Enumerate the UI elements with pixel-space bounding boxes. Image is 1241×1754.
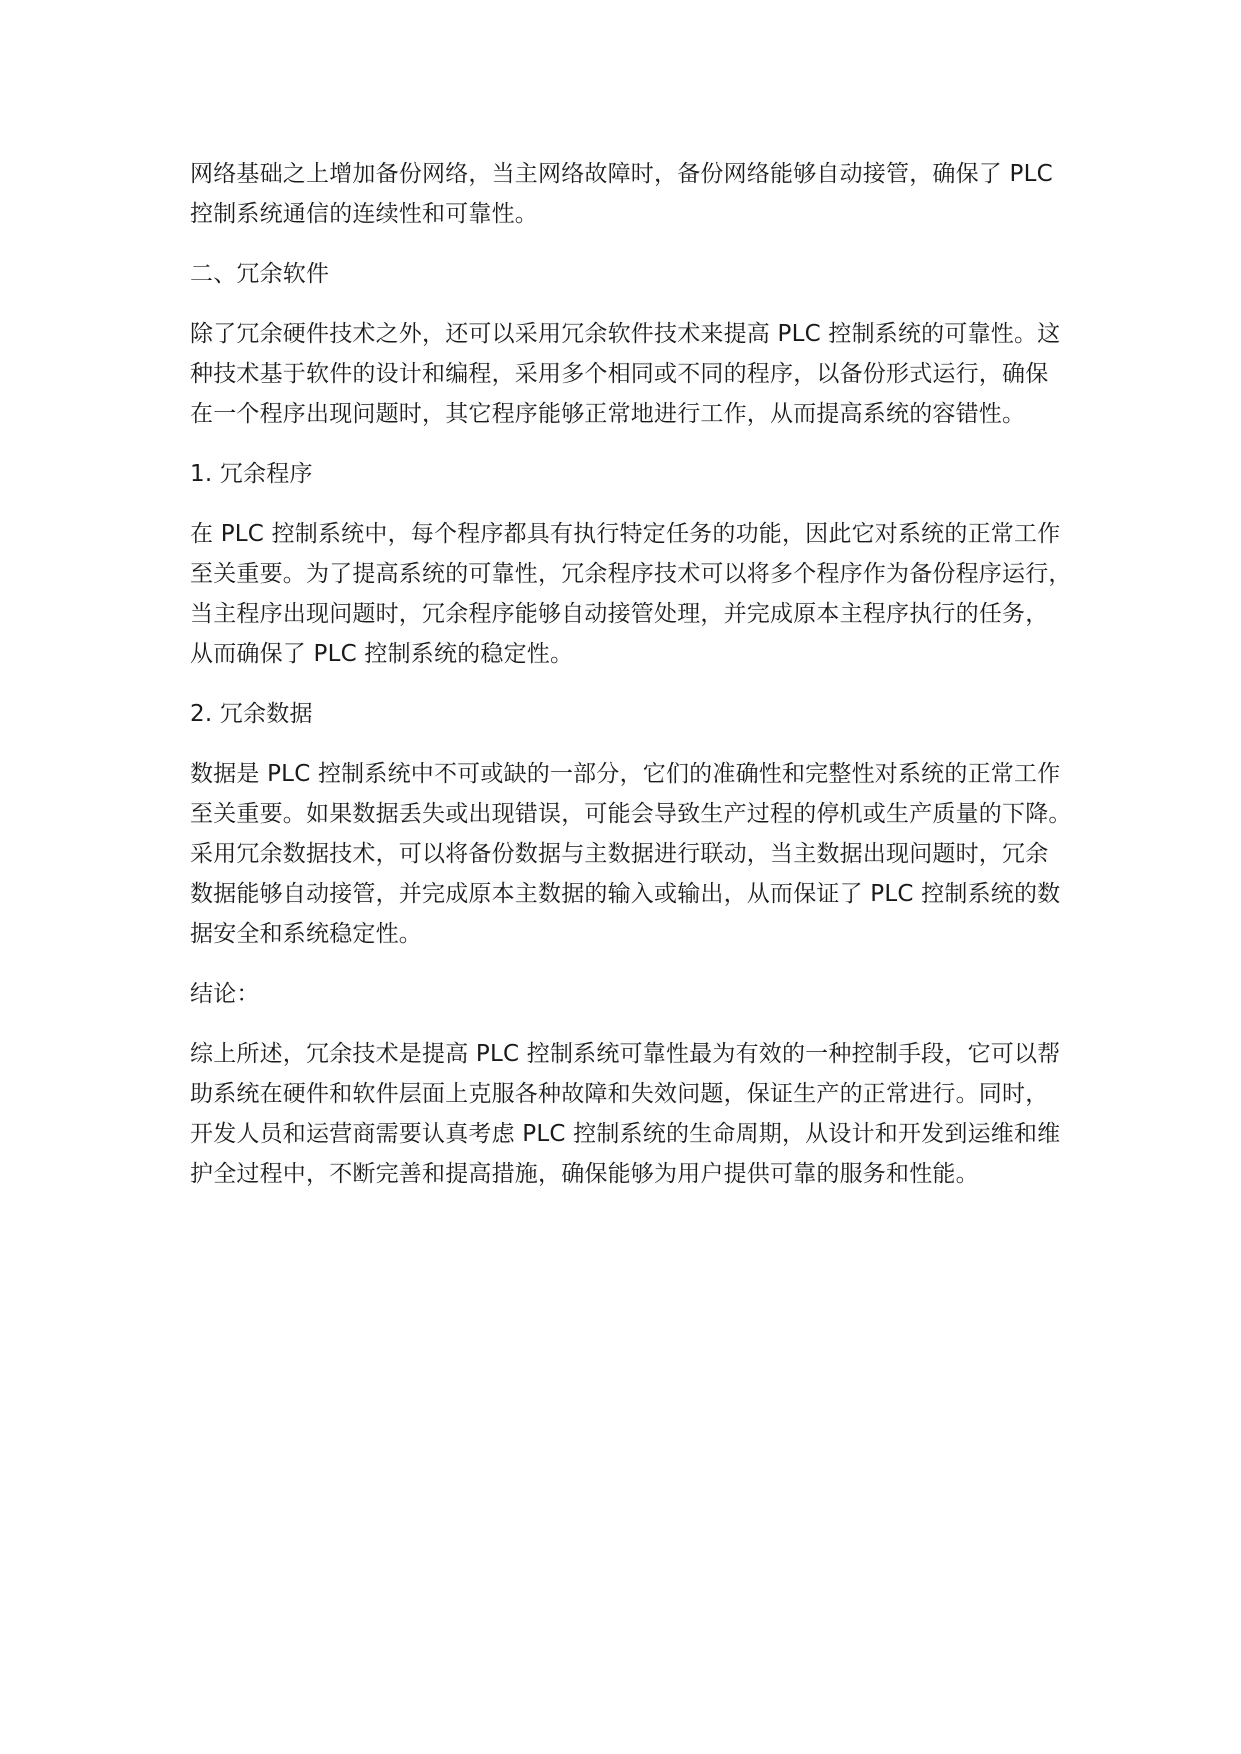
paragraph-line: 在一个程序出现问题时，其它程序能够正常地进行工作，从而提高系统的容错性。 xyxy=(190,401,1026,427)
document-body xyxy=(190,154,1090,1214)
heading-text: 2. 冗余数据 xyxy=(190,701,313,727)
paragraph-line: 当主程序出现问题时，冗余程序能够自动接管处理，并完成原本主程序执行的任务， xyxy=(190,601,1049,627)
paragraph-line: 综上所述，冗余技术是提高 PLC 控制系统可靠性最为有效的一种控制手段，它可以帮 xyxy=(190,1041,1061,1067)
heading-text: 结论： xyxy=(190,981,260,1007)
paragraph-redundant-data xyxy=(190,754,1090,954)
paragraph-line: 至关重要。为了提高系统的可靠性，冗余程序技术可以将多个程序作为备份程序运行， xyxy=(190,561,1072,587)
paragraph-line: 从而确保了 PLC 控制系统的稳定性。 xyxy=(190,641,574,667)
heading-conclusion xyxy=(190,974,1090,1014)
heading-text: 二、冗余软件 xyxy=(190,261,330,287)
paragraph-line: 数据是 PLC 控制系统中不可或缺的一部分，它们的准确性和完整性对系统的正常工作 xyxy=(190,761,1061,787)
paragraph-line: 至关重要。如果数据丢失或出现错误，可能会导致生产过程的停机或生产质量的下降。 xyxy=(190,801,1072,827)
paragraph-line: 除了冗余硬件技术之外，还可以采用冗余软件技术来提高 PLC 控制系统的可靠性。这 xyxy=(190,321,1061,347)
paragraph-line: 据安全和系统稳定性。 xyxy=(190,921,422,947)
paragraph-line: 种技术基于软件的设计和编程，采用多个相同或不同的程序，以备份形式运行，确保 xyxy=(190,361,1049,387)
paragraph-line: 助系统在硬件和软件层面上克服各种故障和失效问题，保证生产的正常进行。同时， xyxy=(190,1081,1049,1107)
paragraph-line: 控制系统通信的连续性和可靠性。 xyxy=(190,201,538,227)
section-heading-redundant-software xyxy=(190,254,1090,294)
paragraph-redundant-program xyxy=(190,514,1090,674)
heading-text: 1. 冗余程序 xyxy=(190,461,313,487)
paragraph-redundant-software-intro xyxy=(190,314,1090,434)
paragraph-line: 护全过程中，不断完善和提高措施，确保能够为用户提供可靠的服务和性能。 xyxy=(190,1161,979,1187)
paragraph-conclusion xyxy=(190,1034,1090,1194)
paragraph-line: 数据能够自动接管，并完成原本主数据的输入或输出，从而保证了 PLC 控制系统的数 xyxy=(190,881,1061,907)
paragraph-line: 网络基础之上增加备份网络，当主网络故障时，备份网络能够自动接管，确保了 PLC xyxy=(190,161,1053,187)
subheading-redundant-data xyxy=(190,694,1090,734)
paragraph-line: 开发人员和运营商需要认真考虑 PLC 控制系统的生命周期，从设计和开发到运维和维 xyxy=(190,1121,1061,1147)
paragraph-line: 采用冗余数据技术，可以将备份数据与主数据进行联动，当主数据出现问题时，冗余 xyxy=(190,841,1049,867)
paragraph-line: 在 PLC 控制系统中，每个程序都具有执行特定任务的功能，因此它对系统的正常工作 xyxy=(190,521,1061,547)
paragraph-network-backup xyxy=(190,154,1090,234)
subheading-redundant-program xyxy=(190,454,1090,494)
